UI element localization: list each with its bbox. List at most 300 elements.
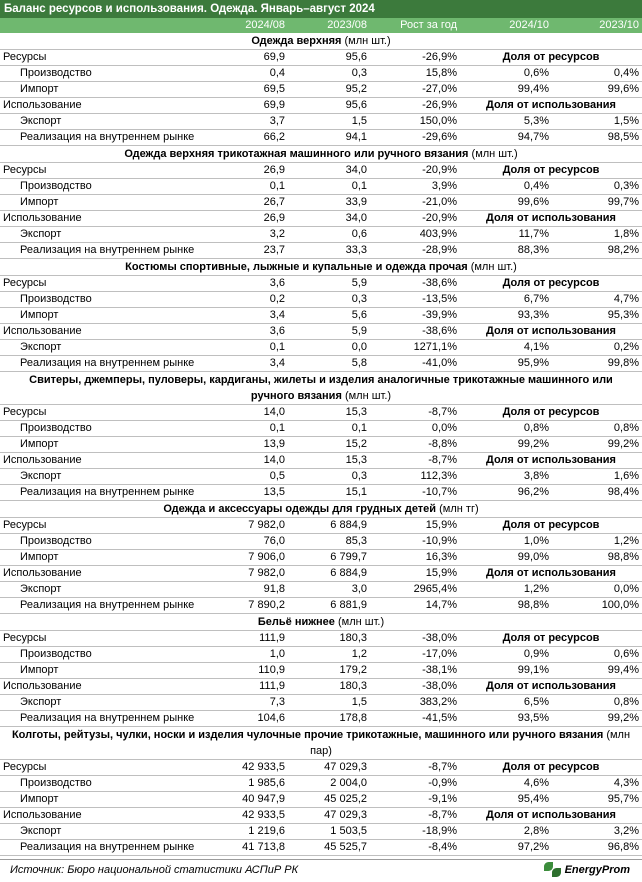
- value-growth: -8,7%: [370, 760, 460, 776]
- share-2024-10: 98,8%: [460, 598, 552, 614]
- share-2024-10: 6,7%: [460, 292, 552, 308]
- share-2024-10: 99,2%: [460, 437, 552, 453]
- table-header-row: [0, 18, 642, 33]
- value-growth: -20,9%: [370, 211, 460, 227]
- value-2024-08: 0,5: [206, 469, 288, 485]
- value-growth: -10,7%: [370, 485, 460, 501]
- share-2023-10: 0,6%: [552, 647, 642, 663]
- value-growth: 112,3%: [370, 469, 460, 485]
- row-label: Импорт: [0, 792, 206, 808]
- value-2023-08: 85,3: [288, 534, 370, 550]
- value-2023-08: 3,0: [288, 582, 370, 598]
- value-2024-08: 13,9: [206, 437, 288, 453]
- value-2023-08: 15,3: [288, 405, 370, 421]
- row-export: [0, 227, 642, 243]
- row-export: [0, 114, 642, 130]
- value-2023-08: 178,8: [288, 711, 370, 727]
- row-usage: [0, 453, 642, 469]
- value-growth: 14,7%: [370, 598, 460, 614]
- share-2024-10: 0,6%: [460, 66, 552, 82]
- share-2023-10: 0,0%: [552, 582, 642, 598]
- share-2024-10: 93,3%: [460, 308, 552, 324]
- value-2024-08: 7 982,0: [206, 566, 288, 582]
- value-2024-08: 1 985,6: [206, 776, 288, 792]
- value-growth: -13,5%: [370, 292, 460, 308]
- share-2024-10: 1,0%: [460, 534, 552, 550]
- row-label: Использование: [0, 453, 206, 469]
- row-label: Производство: [0, 647, 206, 663]
- share-heading: Доля от ресурсов: [460, 163, 642, 179]
- share-heading: Доля от ресурсов: [460, 518, 642, 534]
- share-heading: Доля от использования: [460, 566, 642, 582]
- value-growth: 16,3%: [370, 550, 460, 566]
- balance-table: [0, 18, 642, 856]
- value-2023-08: 0,1: [288, 179, 370, 195]
- row-label: Экспорт: [0, 582, 206, 598]
- share-2023-10: 4,3%: [552, 776, 642, 792]
- section-name: Одежда верхняя трикотажная машинного или ручного вязания: [124, 148, 469, 160]
- row-label: Импорт: [0, 82, 206, 98]
- value-growth: -8,7%: [370, 405, 460, 421]
- value-2023-08: 33,9: [288, 195, 370, 211]
- value-2023-08: 15,1: [288, 485, 370, 501]
- row-label: Реализация на внутреннем рынке: [0, 598, 206, 614]
- value-2024-08: 91,8: [206, 582, 288, 598]
- row-label: Импорт: [0, 437, 206, 453]
- value-2024-08: 23,7: [206, 243, 288, 259]
- row-label: Экспорт: [0, 469, 206, 485]
- section-title-cell: [0, 501, 642, 518]
- share-2024-10: 0,4%: [460, 179, 552, 195]
- row-label: Импорт: [0, 195, 206, 211]
- value-growth: 403,9%: [370, 227, 460, 243]
- row-production: [0, 179, 642, 195]
- share-2023-10: 1,2%: [552, 534, 642, 550]
- value-growth: -38,6%: [370, 276, 460, 292]
- value-2024-08: 3,4: [206, 308, 288, 324]
- share-2023-10: 3,2%: [552, 824, 642, 840]
- section-title-cell: [0, 146, 642, 163]
- row-production: [0, 647, 642, 663]
- row-label: Использование: [0, 679, 206, 695]
- share-2023-10: 96,8%: [552, 840, 642, 856]
- value-2024-08: 0,1: [206, 179, 288, 195]
- share-2023-10: 0,8%: [552, 695, 642, 711]
- value-growth: -41,5%: [370, 711, 460, 727]
- value-growth: 15,9%: [370, 518, 460, 534]
- share-2024-10: 99,6%: [460, 195, 552, 211]
- row-label: Экспорт: [0, 340, 206, 356]
- footer: [0, 859, 642, 882]
- value-2024-08: 13,5: [206, 485, 288, 501]
- energyprom-leaf-icon: [544, 862, 562, 878]
- section-name: Свитеры, джемперы, пуловеры, кардиганы, жилеты и изделия аналогичные трикотажные машинного или ручного вязания: [29, 374, 613, 402]
- row-usage: [0, 98, 642, 114]
- value-2024-08: 26,9: [206, 211, 288, 227]
- share-heading: Доля от использования: [460, 98, 642, 114]
- share-heading: Доля от использования: [460, 808, 642, 824]
- row-label: Импорт: [0, 663, 206, 679]
- row-label: Производство: [0, 421, 206, 437]
- row-label: Производство: [0, 66, 206, 82]
- row-import: [0, 437, 642, 453]
- row-label: Использование: [0, 566, 206, 582]
- row-label: Реализация на внутреннем рынке: [0, 485, 206, 501]
- value-2023-08: 45 525,7: [288, 840, 370, 856]
- value-2024-08: 1 219,6: [206, 824, 288, 840]
- header-2024-10: 2024/10: [460, 18, 552, 33]
- row-export: [0, 582, 642, 598]
- value-2023-08: 33,3: [288, 243, 370, 259]
- section-unit: (млн тг): [439, 503, 479, 515]
- row-label: Использование: [0, 808, 206, 824]
- row-domestic: [0, 840, 642, 856]
- value-2023-08: 0,3: [288, 66, 370, 82]
- row-usage: [0, 324, 642, 340]
- share-2023-10: 0,8%: [552, 421, 642, 437]
- value-2024-08: 66,2: [206, 130, 288, 146]
- value-growth: -38,0%: [370, 679, 460, 695]
- value-growth: -0,9%: [370, 776, 460, 792]
- value-2024-08: 7 906,0: [206, 550, 288, 566]
- row-label: Ресурсы: [0, 631, 206, 647]
- share-2023-10: 4,7%: [552, 292, 642, 308]
- section-unit: (млн шт.): [344, 390, 392, 402]
- header-growth: Рост за год: [370, 18, 460, 33]
- value-growth: 383,2%: [370, 695, 460, 711]
- value-growth: -26,9%: [370, 50, 460, 66]
- value-growth: -38,0%: [370, 631, 460, 647]
- value-2024-08: 3,2: [206, 227, 288, 243]
- row-resources: [0, 760, 642, 776]
- value-2023-08: 94,1: [288, 130, 370, 146]
- value-2023-08: 34,0: [288, 211, 370, 227]
- share-2023-10: 0,4%: [552, 66, 642, 82]
- value-growth: -8,8%: [370, 437, 460, 453]
- row-label: Использование: [0, 211, 206, 227]
- row-import: [0, 308, 642, 324]
- value-2024-08: 3,7: [206, 114, 288, 130]
- value-2023-08: 1,5: [288, 695, 370, 711]
- row-import: [0, 195, 642, 211]
- section-title-cell: [0, 33, 642, 50]
- section-header: [0, 259, 642, 276]
- value-2023-08: 6 884,9: [288, 566, 370, 582]
- share-2024-10: 95,4%: [460, 792, 552, 808]
- value-growth: -29,6%: [370, 130, 460, 146]
- value-2023-08: 1,2: [288, 647, 370, 663]
- section-name: Одежда и аксессуары одежды для грудных детей: [163, 503, 437, 515]
- row-domestic: [0, 711, 642, 727]
- row-import: [0, 82, 642, 98]
- section-unit: (млн шт.): [337, 616, 385, 628]
- header-2024-08: 2024/08: [206, 18, 288, 33]
- section-unit: (млн шт.): [470, 261, 517, 273]
- row-label: Экспорт: [0, 114, 206, 130]
- value-growth: -28,9%: [370, 243, 460, 259]
- share-2024-10: 97,2%: [460, 840, 552, 856]
- section-header: [0, 501, 642, 518]
- source-note: Источник: Бюро национальной статистики АСПиР РК: [10, 864, 299, 876]
- share-2023-10: 98,5%: [552, 130, 642, 146]
- value-growth: 15,9%: [370, 566, 460, 582]
- value-2023-08: 1,5: [288, 114, 370, 130]
- value-growth: -39,9%: [370, 308, 460, 324]
- value-growth: -41,0%: [370, 356, 460, 372]
- row-production: [0, 292, 642, 308]
- share-heading: Доля от ресурсов: [460, 50, 642, 66]
- share-2023-10: 1,6%: [552, 469, 642, 485]
- value-growth: -21,0%: [370, 195, 460, 211]
- share-2023-10: 99,7%: [552, 195, 642, 211]
- balance-table-body: [0, 18, 642, 856]
- share-2023-10: 98,8%: [552, 550, 642, 566]
- logo: [544, 862, 630, 878]
- value-2024-08: 0,2: [206, 292, 288, 308]
- value-2023-08: 0,6: [288, 227, 370, 243]
- header-label-cell: [0, 18, 206, 33]
- row-label: Производство: [0, 179, 206, 195]
- section-unit: (млн шт.): [471, 148, 518, 160]
- value-growth: -8,7%: [370, 808, 460, 824]
- row-label: Импорт: [0, 550, 206, 566]
- value-growth: -17,0%: [370, 647, 460, 663]
- row-domestic: [0, 598, 642, 614]
- row-import: [0, 550, 642, 566]
- share-2023-10: 95,3%: [552, 308, 642, 324]
- value-2023-08: 95,6: [288, 50, 370, 66]
- row-label: Экспорт: [0, 824, 206, 840]
- share-2024-10: 4,1%: [460, 340, 552, 356]
- share-2024-10: 99,0%: [460, 550, 552, 566]
- row-label: Реализация на внутреннем рынке: [0, 356, 206, 372]
- value-2024-08: 41 713,8: [206, 840, 288, 856]
- value-growth: -27,0%: [370, 82, 460, 98]
- value-2024-08: 111,9: [206, 631, 288, 647]
- value-2024-08: 14,0: [206, 405, 288, 421]
- section-name: Бельё нижнее: [257, 616, 335, 628]
- row-resources: [0, 631, 642, 647]
- row-usage: [0, 808, 642, 824]
- row-usage: [0, 566, 642, 582]
- row-label: Производство: [0, 292, 206, 308]
- share-2024-10: 99,1%: [460, 663, 552, 679]
- share-heading: Доля от ресурсов: [460, 276, 642, 292]
- row-import: [0, 663, 642, 679]
- row-label: Использование: [0, 98, 206, 114]
- value-2024-08: 0,1: [206, 421, 288, 437]
- share-2023-10: 0,2%: [552, 340, 642, 356]
- section-name: Одежда верхняя: [251, 35, 342, 47]
- row-label: Экспорт: [0, 695, 206, 711]
- value-2023-08: 34,0: [288, 163, 370, 179]
- value-2023-08: 2 004,0: [288, 776, 370, 792]
- row-label: Ресурсы: [0, 163, 206, 179]
- page-title: Баланс ресурсов и использования. Одежда. Январь–август 2024: [0, 0, 642, 18]
- row-label: Ресурсы: [0, 405, 206, 421]
- row-usage: [0, 679, 642, 695]
- value-2024-08: 26,7: [206, 195, 288, 211]
- value-2023-08: 5,6: [288, 308, 370, 324]
- share-2023-10: 1,5%: [552, 114, 642, 130]
- logo-text: EnergyProm: [564, 864, 630, 876]
- row-production: [0, 66, 642, 82]
- value-2023-08: 179,2: [288, 663, 370, 679]
- value-2023-08: 0,3: [288, 469, 370, 485]
- share-heading: Доля от использования: [460, 453, 642, 469]
- row-label: Производство: [0, 776, 206, 792]
- value-2023-08: 5,8: [288, 356, 370, 372]
- value-growth: -10,9%: [370, 534, 460, 550]
- row-label: Ресурсы: [0, 518, 206, 534]
- row-domestic: [0, 356, 642, 372]
- row-export: [0, 824, 642, 840]
- row-label: Реализация на внутреннем рынке: [0, 243, 206, 259]
- value-2023-08: 0,1: [288, 421, 370, 437]
- share-2024-10: 1,2%: [460, 582, 552, 598]
- share-2024-10: 2,8%: [460, 824, 552, 840]
- header-2023-10: 2023/10: [552, 18, 642, 33]
- share-2023-10: 99,6%: [552, 82, 642, 98]
- row-label: Производство: [0, 534, 206, 550]
- value-growth: -8,7%: [370, 453, 460, 469]
- section-header: [0, 372, 642, 405]
- share-2024-10: 11,7%: [460, 227, 552, 243]
- share-heading: Доля от ресурсов: [460, 405, 642, 421]
- value-2024-08: 42 933,5: [206, 760, 288, 776]
- value-growth: -18,9%: [370, 824, 460, 840]
- value-2023-08: 0,0: [288, 340, 370, 356]
- share-2023-10: 99,8%: [552, 356, 642, 372]
- row-export: [0, 340, 642, 356]
- section-name: Костюмы спортивные, лыжные и купальные и одежда прочая: [125, 261, 468, 273]
- value-2023-08: 47 029,3: [288, 808, 370, 824]
- section-header: [0, 614, 642, 631]
- row-domestic: [0, 130, 642, 146]
- value-2024-08: 3,6: [206, 324, 288, 340]
- section-header: [0, 146, 642, 163]
- section-header: [0, 727, 642, 760]
- share-2024-10: 0,8%: [460, 421, 552, 437]
- share-2024-10: 88,3%: [460, 243, 552, 259]
- share-2024-10: 4,6%: [460, 776, 552, 792]
- share-heading: Доля от использования: [460, 679, 642, 695]
- value-2024-08: 14,0: [206, 453, 288, 469]
- section-title-cell: [0, 259, 642, 276]
- share-2024-10: 96,2%: [460, 485, 552, 501]
- share-2023-10: 99,2%: [552, 437, 642, 453]
- section-title-cell: [0, 614, 642, 631]
- share-heading: Доля от ресурсов: [460, 760, 642, 776]
- value-growth: 2965,4%: [370, 582, 460, 598]
- value-2024-08: 1,0: [206, 647, 288, 663]
- value-2023-08: 180,3: [288, 679, 370, 695]
- section-name: Колготы, рейтузы, чулки, носки и изделия чулочные прочие трикотажные, машинного или ручного вязания: [11, 729, 604, 741]
- value-2024-08: 3,4: [206, 356, 288, 372]
- share-2023-10: 98,4%: [552, 485, 642, 501]
- value-2023-08: 5,9: [288, 276, 370, 292]
- share-2023-10: 99,4%: [552, 663, 642, 679]
- row-import: [0, 792, 642, 808]
- section-unit: (млн шт.): [344, 35, 391, 47]
- value-2024-08: 104,6: [206, 711, 288, 727]
- value-2023-08: 6 799,7: [288, 550, 370, 566]
- value-2024-08: 7,3: [206, 695, 288, 711]
- row-export: [0, 695, 642, 711]
- share-2023-10: 0,3%: [552, 179, 642, 195]
- share-2024-10: 95,9%: [460, 356, 552, 372]
- share-2024-10: 0,9%: [460, 647, 552, 663]
- share-2024-10: 94,7%: [460, 130, 552, 146]
- share-2024-10: 3,8%: [460, 469, 552, 485]
- value-growth: 0,0%: [370, 421, 460, 437]
- row-label: Ресурсы: [0, 50, 206, 66]
- row-resources: [0, 50, 642, 66]
- value-2024-08: 69,5: [206, 82, 288, 98]
- row-label: Реализация на внутреннем рынке: [0, 711, 206, 727]
- share-2023-10: 1,8%: [552, 227, 642, 243]
- row-production: [0, 776, 642, 792]
- row-label: Импорт: [0, 308, 206, 324]
- row-label: Реализация на внутреннем рынке: [0, 130, 206, 146]
- value-2024-08: 42 933,5: [206, 808, 288, 824]
- share-heading: Доля от использования: [460, 324, 642, 340]
- value-2024-08: 7 982,0: [206, 518, 288, 534]
- share-2023-10: 99,2%: [552, 711, 642, 727]
- share-heading: Доля от использования: [460, 211, 642, 227]
- value-2024-08: 69,9: [206, 98, 288, 114]
- row-domestic: [0, 243, 642, 259]
- share-2024-10: 93,5%: [460, 711, 552, 727]
- value-growth: 150,0%: [370, 114, 460, 130]
- value-2023-08: 0,3: [288, 292, 370, 308]
- section-unit: (млн пар): [310, 729, 631, 757]
- value-2024-08: 76,0: [206, 534, 288, 550]
- row-label: Ресурсы: [0, 760, 206, 776]
- row-resources: [0, 518, 642, 534]
- value-2024-08: 3,6: [206, 276, 288, 292]
- row-usage: [0, 211, 642, 227]
- value-growth: -26,9%: [370, 98, 460, 114]
- value-growth: 3,9%: [370, 179, 460, 195]
- row-production: [0, 534, 642, 550]
- share-2023-10: 95,7%: [552, 792, 642, 808]
- value-2023-08: 6 881,9: [288, 598, 370, 614]
- value-2024-08: 0,4: [206, 66, 288, 82]
- value-2023-08: 5,9: [288, 324, 370, 340]
- row-resources: [0, 163, 642, 179]
- row-label: Ресурсы: [0, 276, 206, 292]
- share-2024-10: 99,4%: [460, 82, 552, 98]
- value-2023-08: 47 029,3: [288, 760, 370, 776]
- row-domestic: [0, 485, 642, 501]
- row-production: [0, 421, 642, 437]
- row-resources: [0, 405, 642, 421]
- share-2023-10: 100,0%: [552, 598, 642, 614]
- value-2024-08: 7 890,2: [206, 598, 288, 614]
- value-growth: -9,1%: [370, 792, 460, 808]
- section-title-cell: [0, 372, 642, 405]
- value-2023-08: 15,2: [288, 437, 370, 453]
- value-growth: -20,9%: [370, 163, 460, 179]
- row-export: [0, 469, 642, 485]
- value-2023-08: 45 025,2: [288, 792, 370, 808]
- value-2023-08: 1 503,5: [288, 824, 370, 840]
- value-2023-08: 95,6: [288, 98, 370, 114]
- value-2023-08: 15,3: [288, 453, 370, 469]
- value-growth: 15,8%: [370, 66, 460, 82]
- row-label: Использование: [0, 324, 206, 340]
